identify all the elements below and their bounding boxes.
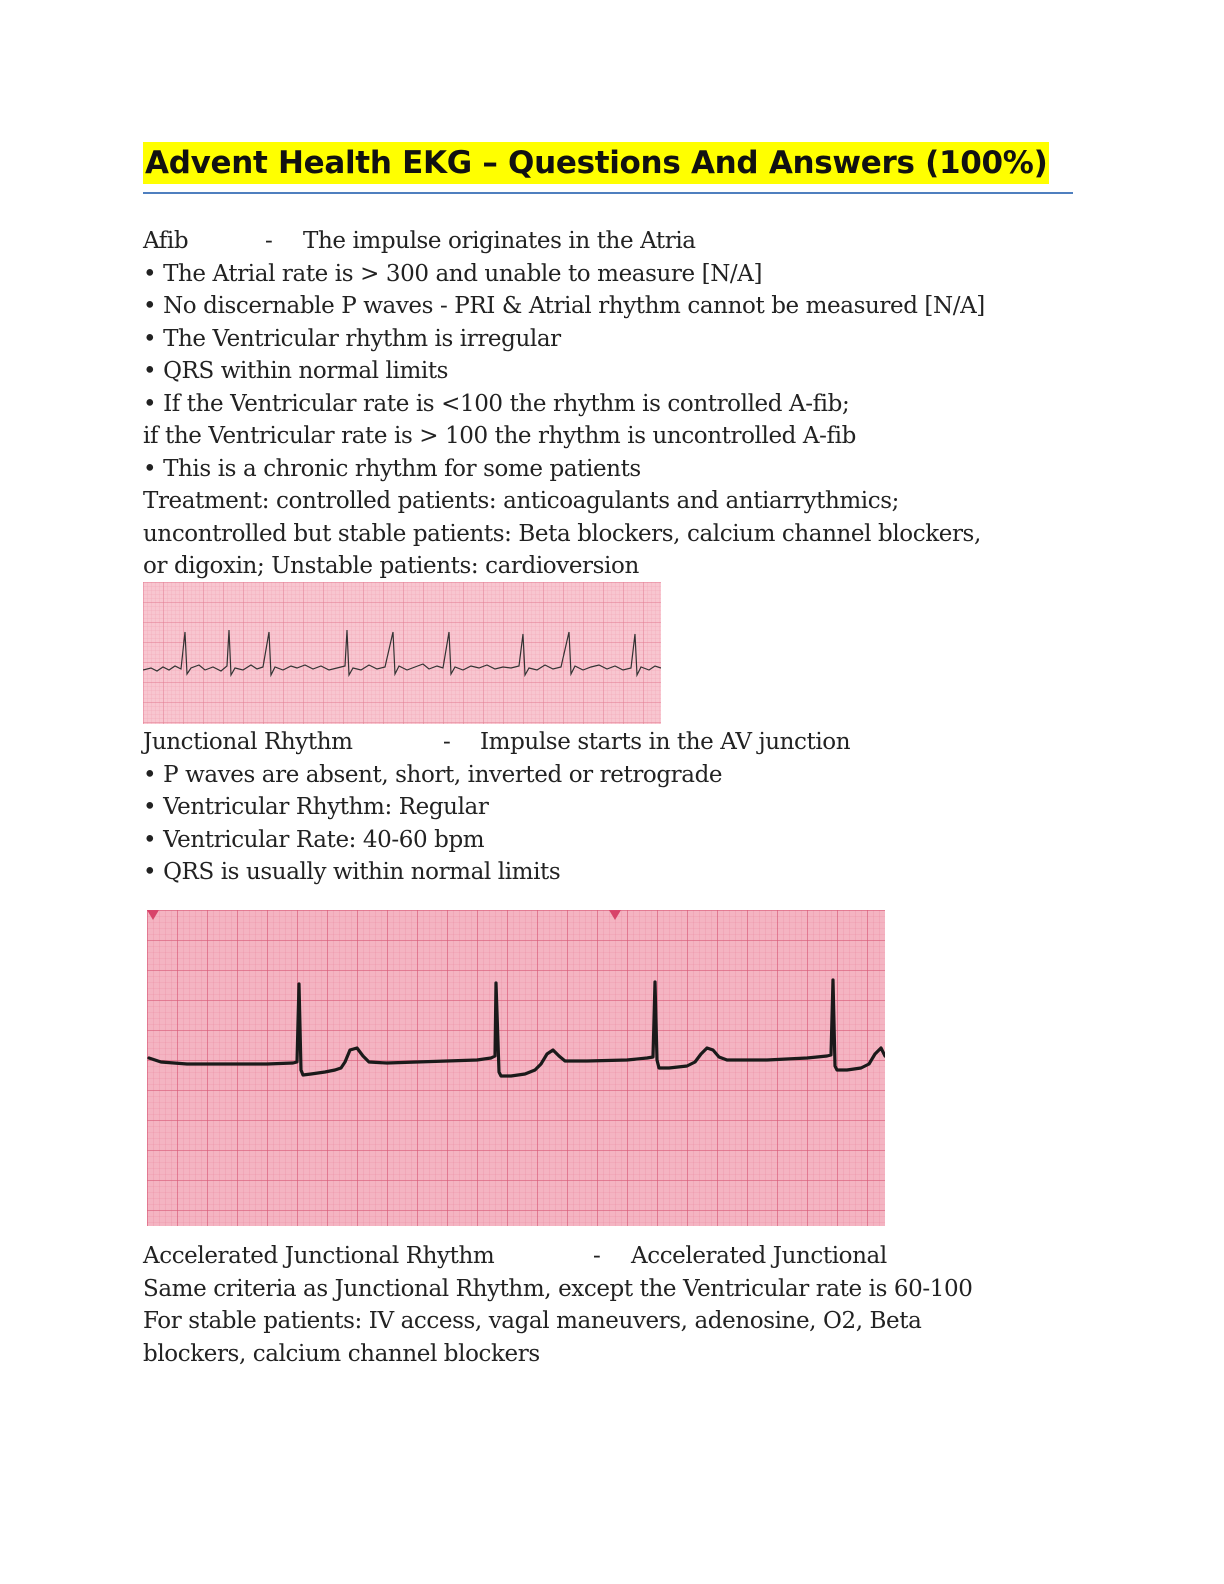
junctional-section: [143, 726, 1073, 889]
afib-line: Treatment: controlled patients: anticoagulants and antiarrythmics;: [143, 488, 899, 514]
afib-definition: The impulse originates in the Atria: [303, 228, 696, 254]
junctional-definition: Impulse starts in the AV junction: [480, 729, 851, 755]
accelerated-separator: -: [593, 1243, 601, 1269]
afib-ekg-strip: [143, 582, 661, 724]
afib-heading: [143, 225, 1073, 258]
junctional-term: Junctional Rhythm: [143, 729, 353, 755]
accelerated-heading: [143, 1240, 1073, 1273]
afib-term: Afib: [143, 228, 189, 254]
afib-separator: -: [265, 228, 273, 254]
afib-line: • The Atrial rate is > 300 and unable to measure [N/A]: [143, 260, 763, 287]
afib-line: • No discernable P waves - PRI & Atrial rhythm cannot be measured [N/A]: [143, 293, 985, 319]
accelerated-definition: Accelerated Junctional: [631, 1243, 887, 1269]
afib-line: • QRS within normal limits: [143, 358, 449, 384]
afib-line: • If the Ventricular rate is <100 the rhythm is controlled A-fib;: [143, 390, 850, 417]
junctional-heading: [143, 726, 1073, 759]
afib-line: or digoxin; Unstable patients: cardioversion: [143, 553, 639, 579]
junctional-separator: -: [443, 729, 451, 755]
afib-line: • The Ventricular rhythm is irregular: [143, 325, 561, 352]
accelerated-line: For stable patients: IV access, vagal maneuvers, adenosine, O2, Beta: [143, 1308, 922, 1334]
junctional-line: • P waves are absent, short, inverted or retrograde: [143, 761, 723, 788]
title-block: [143, 142, 1073, 194]
junctional-line: • Ventricular Rhythm: Regular: [143, 794, 489, 820]
afib-section: [143, 225, 1073, 583]
afib-line: if the Ventricular rate is > 100 the rhythm is uncontrolled A-fib: [143, 423, 856, 449]
accelerated-line: blockers, calcium channel blockers: [143, 1340, 540, 1367]
page-title: Advent Health EKG – Questions And Answers (100%): [143, 142, 1049, 184]
accelerated-term: Accelerated Junctional Rhythm: [143, 1243, 495, 1269]
junctional-ekg-strip: [147, 910, 885, 1226]
afib-line: uncontrolled but stable patients: Beta blockers, calcium channel blockers,: [143, 520, 981, 547]
junctional-line: • QRS is usually within normal limits: [143, 859, 561, 885]
accelerated-line: Same criteria as Junctional Rhythm, except the Ventricular rate is 60-100: [143, 1275, 973, 1302]
accelerated-section: [143, 1240, 1073, 1370]
junctional-line: • Ventricular Rate: 40-60 bpm: [143, 826, 485, 853]
afib-line: • This is a chronic rhythm for some patients: [143, 455, 641, 482]
